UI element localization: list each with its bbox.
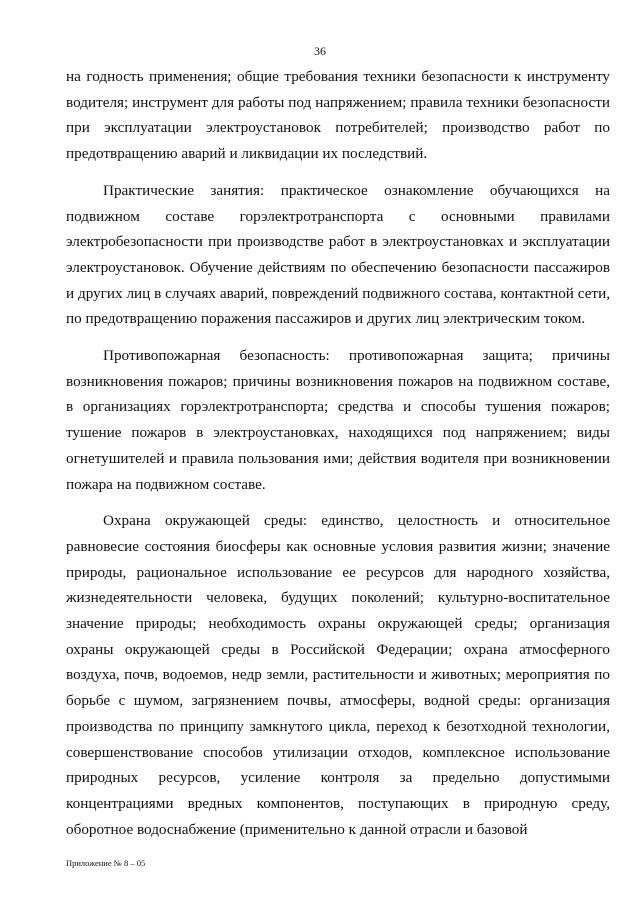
paragraph-environmental-protection: Охрана окружающей среды: единство, целостность и относительное равновесие состояния биосферы как основные условия развития жизни; значение природы, рациональное использование ее ресурсов для народного хозяйства, жизнедеятельности человека, будущих поколений; культурно-воспитательное значение природы; необходимость охраны окружающей среды; организация охраны окружающей среды в Российской Федерации; охрана атмосферного воздуха, почв, водоемов, недр земли, растительности и животных; мероприятия по борьбе с шумом, загрязнением почвы, атмосферы, водной среды: организация производства по принципу замкнутого цикла, переход к безотходной технологии, совершенствование способов утилизации отходов, комплексное использование природных ресурсов, усиление контроля за предельно допустимыми концентрациями вредных компонентов, поступающих в природную среду, оборотное водоснабжение (применительно к данной отрасли и базовой: [66, 512, 610, 838]
paragraph-fire-safety: Противопожарная безопасность: противопожарная защита; причины возникновения пожаров; причины возникновения пожаров на подвижном составе, в организациях горэлектротранспорта; средства и способы тушения пожаров; тушение пожаров в электроустановках, находящихся под напряжением; виды огнетушителей и правила пользования ими; действия водителя при возникновении пожара на подвижном составе.: [66, 347, 610, 493]
footer-appendix-label: Приложение № 8 – 05: [66, 858, 146, 868]
document-body: [66, 64, 610, 842]
paragraph-practical-lessons: Практические занятия: практическое ознакомление обучающихся на подвижном составе горэлектротранспорта с основными правилами электробезопасности при производстве работ в электроустановках и эксплуатации электроустановок. Обучение действиям по обеспечению безопасности пассажиров и других лиц в случаях аварий, повреждений подвижного состава, контактной сети, по предотвращению поражения пассажиров и других лиц электрическим током.: [66, 181, 610, 328]
page-number: 36: [314, 44, 326, 58]
paragraph-continuation: на годность применения; общие требования техники безопасности к инструменту водителя; инструмент для работы под напряжением; правила техники безопасности при эксплуатации электроустановок потребителей; производство работ по предотвращению аварий и ликвидации их последствий.: [66, 68, 610, 163]
